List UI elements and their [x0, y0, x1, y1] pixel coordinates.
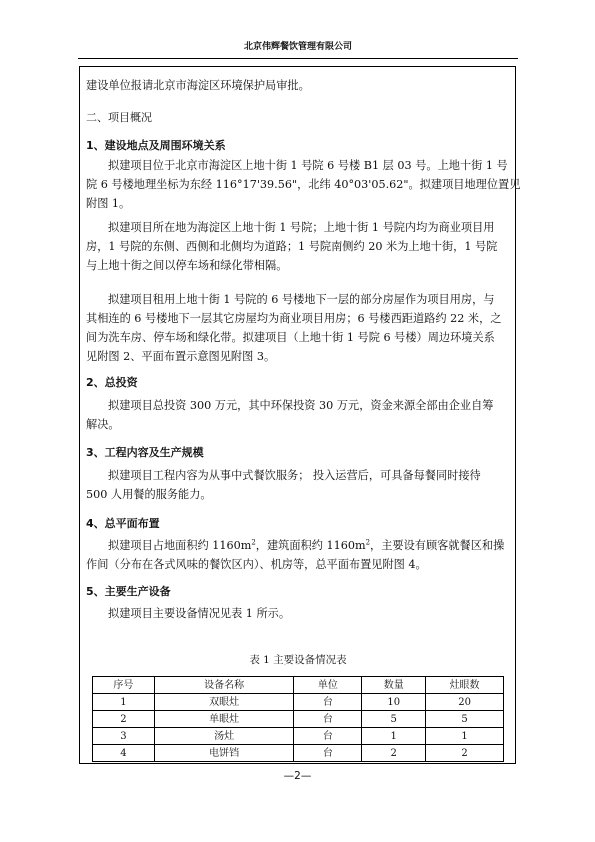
s1-p1-line: 拟建项目位于北京市海淀区上地十街 1 号院 6 号楼 B1 层 03 号。上地十街 1 号: [108, 159, 508, 172]
s4-title: 4、总平面布置: [86, 517, 160, 530]
col-header-name: 设备名称: [154, 677, 294, 694]
s1-p2-line: 与上地十街之间以停车场和绿化带相隔。: [86, 259, 288, 272]
s1-p3-line: 其相连的 6 号楼地下一层其它房屋均为商业项目用房；6 号楼西距道路约 22 米，之: [86, 312, 502, 325]
table-row: [93, 694, 504, 711]
cell: 台: [294, 745, 362, 762]
cell: 3: [93, 728, 155, 745]
cell: 5: [362, 711, 426, 728]
s1-title: 1、建设地点及周围环境关系: [86, 139, 226, 152]
s5-p1-line: 拟建项目主要设备情况见表 1 所示。: [108, 607, 291, 620]
cell: 1: [362, 728, 426, 745]
s1-p3-line: 拟建项目租用上地十街 1 号院的 6 号楼地下一层的部分房屋作为项目用房，与: [108, 293, 495, 306]
s2-title: 2、总投资: [86, 376, 138, 389]
s3-p1-line: 500 人用餐的服务能力。: [86, 488, 212, 501]
table-header-row: [93, 677, 504, 694]
col-header-unit: 单位: [294, 677, 362, 694]
cell: 单眼灶: [154, 711, 294, 728]
cell: 20: [426, 694, 504, 711]
page-number: —2—: [283, 770, 312, 782]
s3-p1-line: 拟建项目工程内容为从事中式餐饮服务； 投入运营后，可具备每餐同时接待: [108, 469, 481, 482]
s1-p3-line: 见附图 2、平面布置示意图见附图 3。: [86, 350, 276, 363]
cell: 台: [294, 694, 362, 711]
s4-p1-line: 拟建项目占地面积约 $1160m^2$，建筑面积约 $1160m^2$，主要设有顾客就餐区和操: [108, 538, 505, 552]
cell: 2: [426, 745, 504, 762]
s2-p1-line: 解决。: [86, 418, 120, 431]
cell: 2: [362, 745, 426, 762]
table-row: [93, 728, 504, 745]
col-header-index: 序号: [93, 677, 155, 694]
s1-p2-line: 房，1 号院的东侧、西侧和北侧均为道路；1 号院南侧约 20 米为上地十街，1 号院: [86, 240, 498, 253]
cell: 汤灶: [154, 728, 294, 745]
cell: 1: [93, 694, 155, 711]
table-caption: 表 1 主要设备情况表: [249, 654, 347, 666]
cell: 10: [362, 694, 426, 711]
cell: 双眼灶: [154, 694, 294, 711]
equipment-table: [92, 676, 504, 762]
s5-title: 5、主要生产设备: [86, 585, 171, 598]
s1-p1-line: 附图 1。: [86, 197, 131, 210]
cell: 台: [294, 728, 362, 745]
page-header: 北京伟辉餐饮管理有限公司: [78, 40, 518, 59]
s1-p1-line: 院 6 号楼地理坐标为东经 116°17'39.56"，北纬 40°03'05.62"。拟建项目地理位置见: [86, 178, 521, 191]
cell: 台: [294, 711, 362, 728]
cell: 1: [426, 728, 504, 745]
section-title: 二、项目概况: [86, 111, 152, 124]
s1-p3-line: 间为洗车房、停车场和绿化带。拟建项目（上地十街 1 号院 6 号楼）周边环境关系: [86, 331, 495, 344]
table-row: [93, 711, 504, 728]
s3-title: 3、工程内容及生产规模: [86, 446, 204, 459]
table-row: [93, 745, 504, 762]
col-header-burners: 灶眼数: [426, 677, 504, 694]
col-header-qty: 数量: [362, 677, 426, 694]
s1-p2-line: 拟建项目所在地为海淀区上地十街 1 号院；上地十街 1 号院内均为商业项目用: [108, 221, 495, 234]
s4-p1-line: 作间（分布在各式风味的餐饮区内）、机房等，总平面布置见附图 4。: [86, 558, 427, 571]
cell: 5: [426, 711, 504, 728]
s2-p1-line: 拟建项目总投资 300 万元，其中环保投资 30 万元，资金来源全部由企业自筹: [108, 399, 494, 412]
intro-line: 建设单位报请北京市海淀区环境保护局审批。: [86, 79, 310, 92]
cell: 电饼铛: [154, 745, 294, 762]
cell: 4: [93, 745, 155, 762]
cell: 2: [93, 711, 155, 728]
